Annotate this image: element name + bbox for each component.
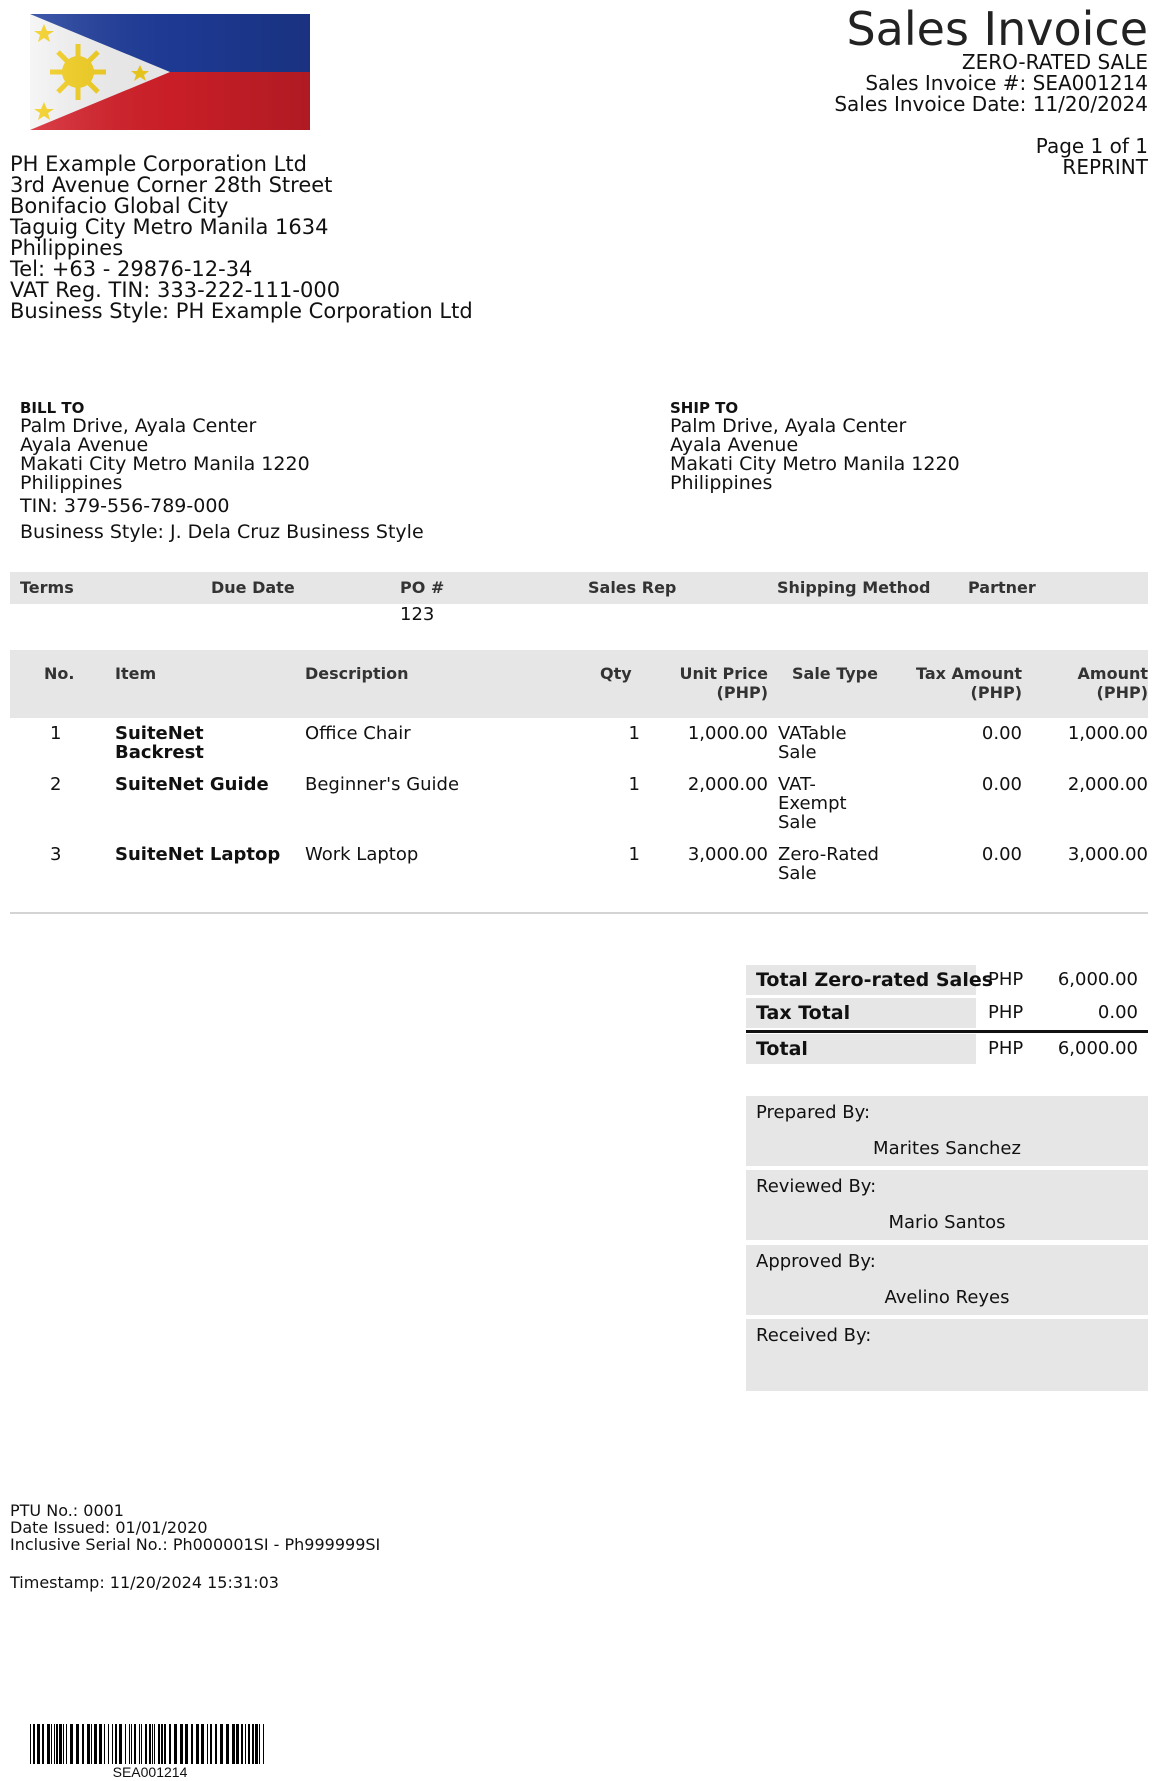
prepared-by-box: Prepared By: Marites Sanchez [746,1096,1148,1166]
items-divider [10,912,1148,914]
barcode-bar [56,1724,58,1764]
barcode-bar [196,1724,199,1764]
item-name: SuiteNet Backrest [115,723,204,763]
ptu-number: PTU No.: 0001 [10,1501,124,1520]
barcode-bar [30,1724,31,1764]
invoice-date: 11/20/2024 [1032,92,1148,116]
barcode-bar [145,1724,147,1764]
barcode-bar [169,1724,171,1764]
barcode-bar [129,1724,130,1764]
barcode-bar [54,1724,55,1764]
terms-header-bar [10,572,1148,604]
ship-to-address: Palm Drive, Ayala Center Ayala Avenue Makati City Metro Manila 1220 Philippines [670,415,960,494]
barcode-bar [91,1724,92,1764]
barcode-bar [158,1724,160,1764]
barcode-bar [112,1724,113,1764]
signatory-name: Marites Sanchez [873,1138,1021,1159]
barcode-bar [115,1724,117,1764]
company-block [10,154,473,322]
barcode-bar [134,1724,136,1764]
barcode-bar [47,1724,50,1764]
company-vat-tin: VAT Reg. TIN: 333-222-111-000 [10,278,341,302]
barcode-text: SEA001214 [112,1764,188,1780]
barcode-bar [259,1724,260,1764]
philippine-flag-logo [30,14,310,130]
invoice-number-line: Sales Invoice #: SEA001214 [865,71,1148,95]
col-tax-amount: Tax Amount (PHP) [915,664,1022,702]
timestamp: Timestamp: 11/20/2024 15:31:03 [10,1573,279,1592]
bill-to-business-style: Business Style: J. Dela Cruz Business Style [20,521,424,543]
company-address-line: Bonifacio Global City [10,194,229,218]
barcode-bar [99,1724,102,1764]
col-item: Item [115,664,157,683]
barcode-bar [131,1724,132,1764]
due-date-header: Due Date [211,578,295,597]
total-zero-rated-row: Total Zero-rated Sales PHP 6,000.00 [746,965,1148,995]
barcode-bar [191,1724,193,1764]
serial-range: Inclusive Serial No.: Ph000001SI - Ph999999SI [10,1535,381,1554]
barcode-bar [82,1724,84,1764]
col-qty: Qty [600,664,632,683]
barcode-bar [207,1724,208,1764]
barcode-bar [255,1724,258,1764]
ship-to-label: SHIP TO [670,399,739,417]
barcode-bar [104,1724,105,1764]
sales-rep-header: Sales Rep [588,578,677,597]
barcode-bar [125,1724,126,1764]
company-address-line: Taguig City Metro Manila 1634 [10,215,329,239]
barcode-bar [161,1724,163,1764]
sale-type: VAT- Exempt Sale [778,774,847,833]
col-amount: Amount (PHP) [1077,664,1148,702]
reviewed-by-box: Reviewed By: Mario Santos [746,1170,1148,1240]
barcode-icon [30,1724,270,1764]
barcode-bar [226,1724,229,1764]
company-address-line: 3rd Avenue Corner 28th Street [10,173,333,197]
company-country: Philippines [10,236,124,260]
barcode-bar [63,1724,64,1764]
barcode-bar [215,1724,217,1764]
sale-type: VATable Sale [778,723,847,763]
ptu-block [10,1502,380,1553]
po-number: 123 [400,604,435,625]
barcode-bar [119,1724,122,1764]
terms-header: Terms [20,578,74,597]
col-no: No. [44,664,75,683]
approved-by-box: Approved By: Avelino Reyes [746,1245,1148,1315]
col-sale-type: Sale Type [792,664,878,683]
barcode-bar [42,1724,44,1764]
barcode-bar [87,1724,90,1764]
barcode-bar [94,1724,97,1764]
bill-to-label: BILL TO [20,399,85,417]
grand-total-row: Total PHP 6,000.00 [746,1034,1148,1064]
bill-to-block [20,399,424,545]
invoice-meta [834,52,1148,115]
barcode-bar [241,1724,243,1764]
barcode-bar [263,1724,264,1764]
barcode-bar [152,1724,153,1764]
bill-to-address: Palm Drive, Ayala Center Ayala Avenue Makati City Metro Manila 1220 Philippines [20,415,310,494]
barcode-bar [236,1724,239,1764]
barcode-bar [245,1724,246,1764]
barcode-bar [76,1724,79,1764]
barcode-bar [154,1724,155,1764]
barcode-bar [70,1724,73,1764]
barcode-bar [51,1724,52,1764]
document-title: Sales Invoice [846,2,1148,56]
received-by-box: Received By: [746,1319,1148,1391]
company-tel: Tel: +63 - 29876-12-34 [10,257,253,281]
table-row: 3 SuiteNet Laptop Work Laptop 1 3,000.00 Zero-Rated Sale 0.00 3,000.00 [50,844,1148,884]
shipping-method-header: Shipping Method [777,578,931,597]
barcode-bar [59,1724,62,1764]
sale-type-label: ZERO-RATED SALE [961,50,1148,74]
barcode-bar [220,1724,223,1764]
table-row: 1 SuiteNet Backrest Office Chair 1 1,000.00 VATable Sale 0.00 1,000.00 [50,723,1148,763]
barcode-bar [164,1724,166,1764]
barcode-bar [141,1724,142,1764]
invoice-number: SEA001214 [1032,71,1148,95]
col-description: Description [305,664,409,683]
barcode-bar [108,1724,109,1764]
barcode-bar [201,1724,204,1764]
barcode-bar [248,1724,250,1764]
po-header: PO # [400,578,445,597]
item-name: SuiteNet Laptop [115,844,281,865]
ship-to-block [670,399,960,493]
tax-total-row: Tax Total PHP 0.00 [746,998,1148,1028]
barcode-bar [37,1724,40,1764]
signatory-name: Mario Santos [888,1212,1006,1233]
table-row: 2 SuiteNet Guide Beginner's Guide 1 2,000.00 VAT- Exempt Sale 0.00 2,000.00 [50,774,1148,833]
barcode-bar [139,1724,140,1764]
barcode-bar [33,1724,35,1764]
barcode-bar [252,1724,254,1764]
invoice-date-line: Sales Invoice Date: 11/20/2024 [834,92,1148,116]
company-name: PH Example Corporation Ltd [10,152,307,176]
barcode-bar [174,1724,177,1764]
company-business-style: Business Style: PH Example Corporation Ltd [10,299,473,323]
barcode-bar [66,1724,67,1764]
partner-header: Partner [968,578,1036,597]
barcode-bar [232,1724,235,1764]
col-unit-price: Unit Price (PHP) [679,664,768,702]
barcode-bar [180,1724,183,1764]
date-issued: Date Issued: 01/01/2020 [10,1518,208,1537]
barcode-bar [210,1724,212,1764]
page-info [1036,136,1148,178]
reprint-label: REPRINT [1062,155,1148,179]
bill-to-tin: TIN: 379-556-789-000 [20,495,230,517]
signatory-name: Avelino Reyes [884,1287,1010,1308]
barcode-bar [185,1724,188,1764]
items-table-header [10,650,1148,718]
item-name: SuiteNet Guide [115,774,269,795]
page-number: Page 1 of 1 [1035,134,1148,158]
sale-type: Zero-Rated Sale [778,844,879,884]
barcode-bar [149,1724,151,1764]
total-divider [746,1030,1148,1033]
